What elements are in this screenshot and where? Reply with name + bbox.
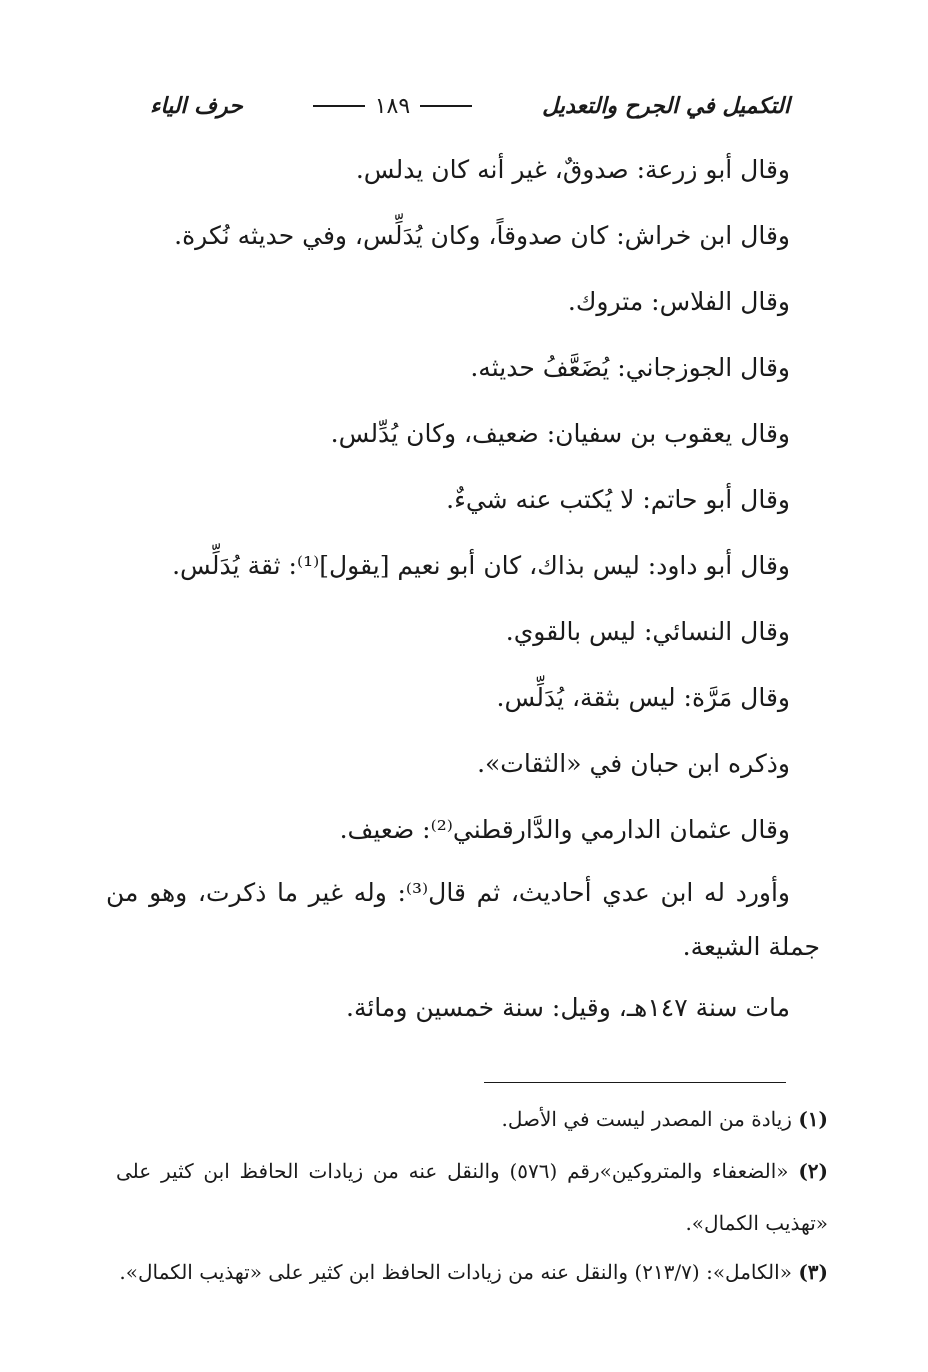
page-number-group [303,94,482,119]
text-line-7: وقال أبو داود: ليس بذاك، كان أبو نعيم [يقول]⁽¹⁾: ثقة يُدَلِّس. [172,551,790,580]
footnote-1 [502,1104,828,1134]
text-line-1: وقال أبو زرعة: صدوقٌ، غير أنه كان يدلس. [355,155,790,184]
footnote-1-text: زيادة من المصدر ليست في الأصل. [501,1107,792,1131]
book-title: التكميل في الجرح والتعديل [542,93,790,119]
text-line-9: وقال مَرَّة: ليس بثقة، يُدَلِّس. [496,683,790,712]
footnote-1-mark: (١) [798,1107,828,1131]
text-line-5: وقال يعقوب بن سفيان: ضعيف، وكان يُدِّلس. [330,419,790,448]
footnote-3-mark: (٣) [798,1260,828,1284]
death-line: مات سنة ١٤٧هـ، وقيل: سنة خمسين ومائة. [346,993,790,1022]
text-line-4: وقال الجوزجاني: يُضَعَّفُ حديثه. [470,353,790,382]
footnote-2-mark: (٢) [798,1159,828,1183]
footnote-3 [119,1257,828,1287]
text-line-11: وقال عثمان الدارمي والدَّارقطني⁽²⁾: ضعيف. [339,815,790,844]
footnote-2-text: «الضعفاء والمتروكين»رقم (٥٧٦) والنقل عنه من زيادات الحافظ ابن كثير على «تهذيب الكمال». [116,1159,828,1235]
footnote-3-text: «الكامل»: (٢١٣/٧) والنقل عنه من زيادات الحافظ ابن كثير على «تهذيب الكمال». [119,1260,792,1284]
header-rule-right [420,105,472,107]
ibn-adi-paragraph: وأورد له ابن عدي أحاديث، ثم قال⁽³⁾: وله غير ما ذكرت، وهو من جملة الشيعة. [106,878,820,961]
text-line-2: وقال ابن خراش: كان صدوقاً، وكان يُدَلِّس، وفي حديثه نُكرة. [174,221,790,250]
running-header [150,88,790,124]
footnote-2 [116,1145,828,1249]
header-rule-left [313,105,365,107]
page-number: ١٨٩ [374,93,411,119]
text-line-6: وقال أبو حاتم: لا يُكتب عنه شيءٌ. [446,485,790,514]
section-title: حرف الياء [150,93,243,119]
text-line-10: وذكره ابن حبان في «الثقات». [477,749,790,778]
text-line-3: وقال الفلاس: متروك. [567,287,790,316]
footnote-divider [484,1082,786,1083]
text-line-8: وقال النسائي: ليس بالقوي. [505,617,790,646]
